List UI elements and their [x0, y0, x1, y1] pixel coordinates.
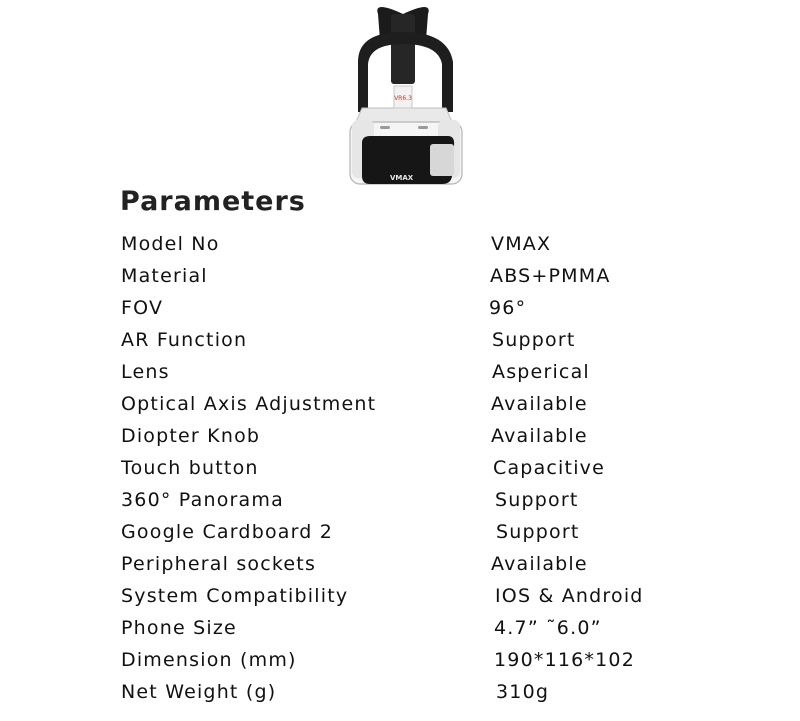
parameter-label: 360° Panorama: [121, 489, 284, 511]
parameter-value: Support: [496, 521, 580, 543]
parameter-row: [0, 553, 800, 585]
parameter-label: Google Cardboard 2: [121, 521, 334, 543]
parameter-label: Material: [121, 265, 208, 287]
headset-badge-text: VR6.3: [394, 95, 412, 102]
parameter-label: AR Function: [121, 329, 248, 351]
parameter-value: Support: [495, 489, 579, 511]
parameter-row: [0, 521, 800, 553]
page-title: Parameters: [120, 186, 306, 217]
parameter-label: Model No: [121, 233, 220, 255]
parameter-value: 4.7” ˜6.0”: [494, 617, 602, 639]
parameter-label: Touch button: [121, 457, 259, 479]
parameter-value: 190*116*102: [494, 649, 635, 671]
parameter-label: Peripheral sockets: [121, 553, 317, 575]
parameter-label: Dimension (mm): [121, 649, 297, 671]
parameter-value: ABS+PMMA: [490, 265, 611, 287]
parameter-row: [0, 393, 800, 425]
parameter-value: Available: [491, 393, 588, 415]
parameter-value: 96°: [489, 297, 527, 319]
parameter-value: 310g: [496, 681, 550, 703]
parameter-value: Asperical: [492, 361, 590, 383]
parameter-label: System Compatibility: [121, 585, 349, 607]
parameter-label: FOV: [121, 297, 164, 319]
parameter-label: Diopter Knob: [121, 425, 261, 447]
parameter-value: Support: [492, 329, 576, 351]
parameter-label: Lens: [121, 361, 170, 383]
parameter-row: [0, 489, 800, 521]
parameter-row: [0, 617, 800, 649]
parameter-value: Capacitive: [493, 457, 606, 479]
parameter-label: Optical Axis Adjustment: [121, 393, 377, 415]
parameter-row: [0, 649, 800, 681]
parameter-value: IOS & Android: [495, 585, 644, 607]
parameter-value: Available: [491, 553, 588, 575]
parameter-row: [0, 425, 800, 457]
parameter-label: Phone Size: [121, 617, 237, 639]
parameter-row: [0, 585, 800, 617]
parameter-row: [0, 265, 800, 297]
parameter-row: [0, 329, 800, 361]
parameter-row: [0, 457, 800, 489]
parameter-row: [0, 233, 800, 265]
parameter-value: Available: [491, 425, 588, 447]
vr-headset-image: [318, 0, 488, 200]
headset-brand-text: VMAX: [390, 174, 414, 182]
parameter-row: [0, 681, 800, 713]
parameter-value: VMAX: [491, 233, 552, 255]
parameter-row: [0, 297, 800, 329]
parameter-row: [0, 361, 800, 393]
parameter-label: Net Weight (g): [121, 681, 277, 703]
